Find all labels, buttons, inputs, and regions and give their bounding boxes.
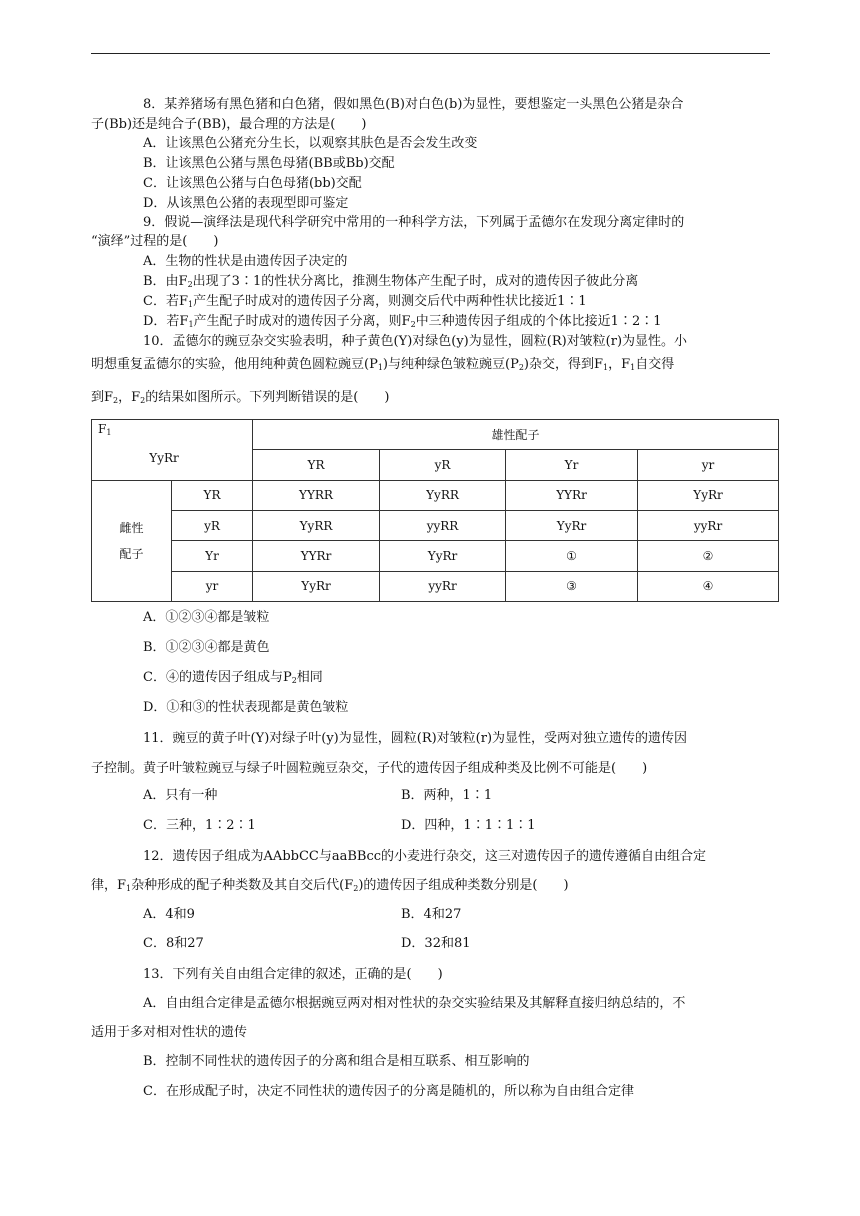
q12-option-a: A．4和9 [143,907,195,922]
q13-option-a-line1: A．自由组合定律是孟德尔根据豌豆两对相对性状的杂交实验结果及其解释直接归纳总结的，不 [143,996,686,1011]
q8-option-b: B．让该黑色公猪与黑色母猪(BB或Bb)交配 [143,156,395,171]
q10-option-a: A．①②③④都是皱粒 [143,610,270,625]
q11-option-c: C．三种，1∶2∶1 [143,818,256,833]
q10-stem-line1: 10．孟德尔的豌豆杂交实验表明，种子黄色(Y)对绿色(y)为显性，圆粒(R)对皱粒(r)为显性。小 [143,334,688,349]
q10-stem-line2: 明想重复孟德尔的实验，他用纯种黄色圆粒豌豆$(P_1)$与纯种绿色皱粒豌豆$(P_2)$杂交，得到$F_1$，$F_1$自交得 [91,357,675,372]
table-cell: YyRR [380,480,506,510]
female-gamete-header: 雌性 配子 [92,480,172,601]
q8-stem-line2: 子(Bb)还是纯合子(BB)，最合理的方法是( ) [91,117,367,132]
q11-option-d: D．四种，1∶1∶1∶1 [401,818,536,833]
q11-stem-line2: 子控制。黄子叶皱粒豌豆与绿子叶圆粒豌豆杂交，子代的遗传因子组成种类及比例不可能是( ) [91,761,648,776]
table-cell: ② [638,541,779,571]
q13-stem: 13．下列有关自由组合定律的叙述，正确的是( ) [143,967,443,982]
male-gamete: yR [380,450,506,480]
table-cell: ③ [506,571,638,601]
table-cell: ① [506,541,638,571]
table-cell: YyRr [506,510,638,540]
q8-option-a: A．让该黑色公猪充分生长，以观察其肤色是否会发生改变 [143,136,478,151]
q12-option-c: C．8和27 [143,936,204,951]
q8-option-d: D．从该黑色公猪的表现型即可鉴定 [143,196,349,211]
q13-option-b: B．控制不同性状的遗传因子的分离和组合是相互联系、相互影响的 [143,1054,530,1069]
table-cell: yyRr [638,510,779,540]
q9-option-d: D．若$F_1$产生配子时成对的遗传因子分离，则$F_2$中三种遗传因子组成的个体比接近1∶2∶1 [143,314,662,329]
q10-option-d: D．①和③的性状表现都是黄色皱粒 [143,700,349,715]
q12-stem-line1: 12．遗传因子组成为AAbbCC与aaBBcc的小麦进行杂交，这三对遗传因子的遗传遵循自由组合定 [143,849,707,864]
q10-option-b: B．①②③④都是黄色 [143,640,270,655]
q10-stem-line3: 到$F_2$，$F_2$的结果如图所示。下列判断错误的是( ) [91,390,390,405]
f1-corner-cell [92,420,253,481]
q8-stem-line1: 8．某养猪场有黑色猪和白色猪，假如黑色(B)对白色(b)为显性，要想鉴定一头黑色公猪是杂合 [143,97,684,112]
table-cell: ④ [638,571,779,601]
q9-stem-line1: 9．假说—演绎法是现代科学研究中常用的一种科学方法，下列属于孟德尔在发现分离定律时的 [143,215,685,230]
table-cell: YyRr [638,480,779,510]
q10-option-c: C．④的遗传因子组成与$P_2$相同 [143,670,323,685]
q13-option-a-line2: 适用于多对相对性状的遗传 [91,1025,248,1040]
table-cell: YYRr [506,480,638,510]
q9-option-b: B．由$F_2$出现了3∶1的性状分离比，推测生物体产生配子时，成对的遗传因子彼此分离 [143,274,639,289]
female-gamete: yR [172,510,253,540]
q12-option-d: D．32和81 [401,936,471,951]
q12-option-b: B．4和27 [401,907,462,922]
q11-option-b: B．两种，1∶1 [401,788,493,803]
table-cell: YyRr [380,541,506,571]
female-gamete: yr [172,571,253,601]
f1-label: $F_1$ [98,422,112,437]
male-gamete-header: 雄性配子 [253,420,779,450]
table-cell: yyRR [380,510,506,540]
q12-stem-line2: 律，$F_1$杂种形成的配子种类数及其自交后代$(F_2)$的遗传因子组成种类数分别是( ) [91,878,569,893]
table-cell: YYRR [253,480,380,510]
table-cell: YyRr [253,571,380,601]
q13-option-c: C．在形成配子时，决定不同性状的遗传因子的分离是随机的，所以称为自由组合定律 [143,1084,634,1099]
female-gamete: Yr [172,541,253,571]
table-cell: YYRr [253,541,380,571]
f1-genotype: YyRr [149,450,179,465]
table-cell: yyRr [380,571,506,601]
q8-option-c: C．让该黑色公猪与白色母猪(bb)交配 [143,176,362,191]
female-gamete: YR [172,480,253,510]
q9-stem-line2: “演绎”过程的是( ) [91,234,219,249]
q11-stem-line1: 11．豌豆的黄子叶(Y)对绿子叶(y)为显性，圆粒(R)对皱粒(r)为显性，受两对独立遗传的遗传因 [143,731,688,746]
q9-option-c: C．若$F_1$产生配子时成对的遗传因子分离，则测交后代中两种性状比接近1∶1 [143,294,587,309]
header-rule [91,53,770,54]
male-gamete: yr [638,450,779,480]
q9-option-a: A．生物的性状是由遗传因子决定的 [143,254,348,269]
male-gamete: YR [253,450,380,480]
punnett-square-table [91,419,779,602]
male-gamete: Yr [506,450,638,480]
table-cell: YyRR [253,510,380,540]
q11-option-a: A．只有一种 [143,788,218,803]
